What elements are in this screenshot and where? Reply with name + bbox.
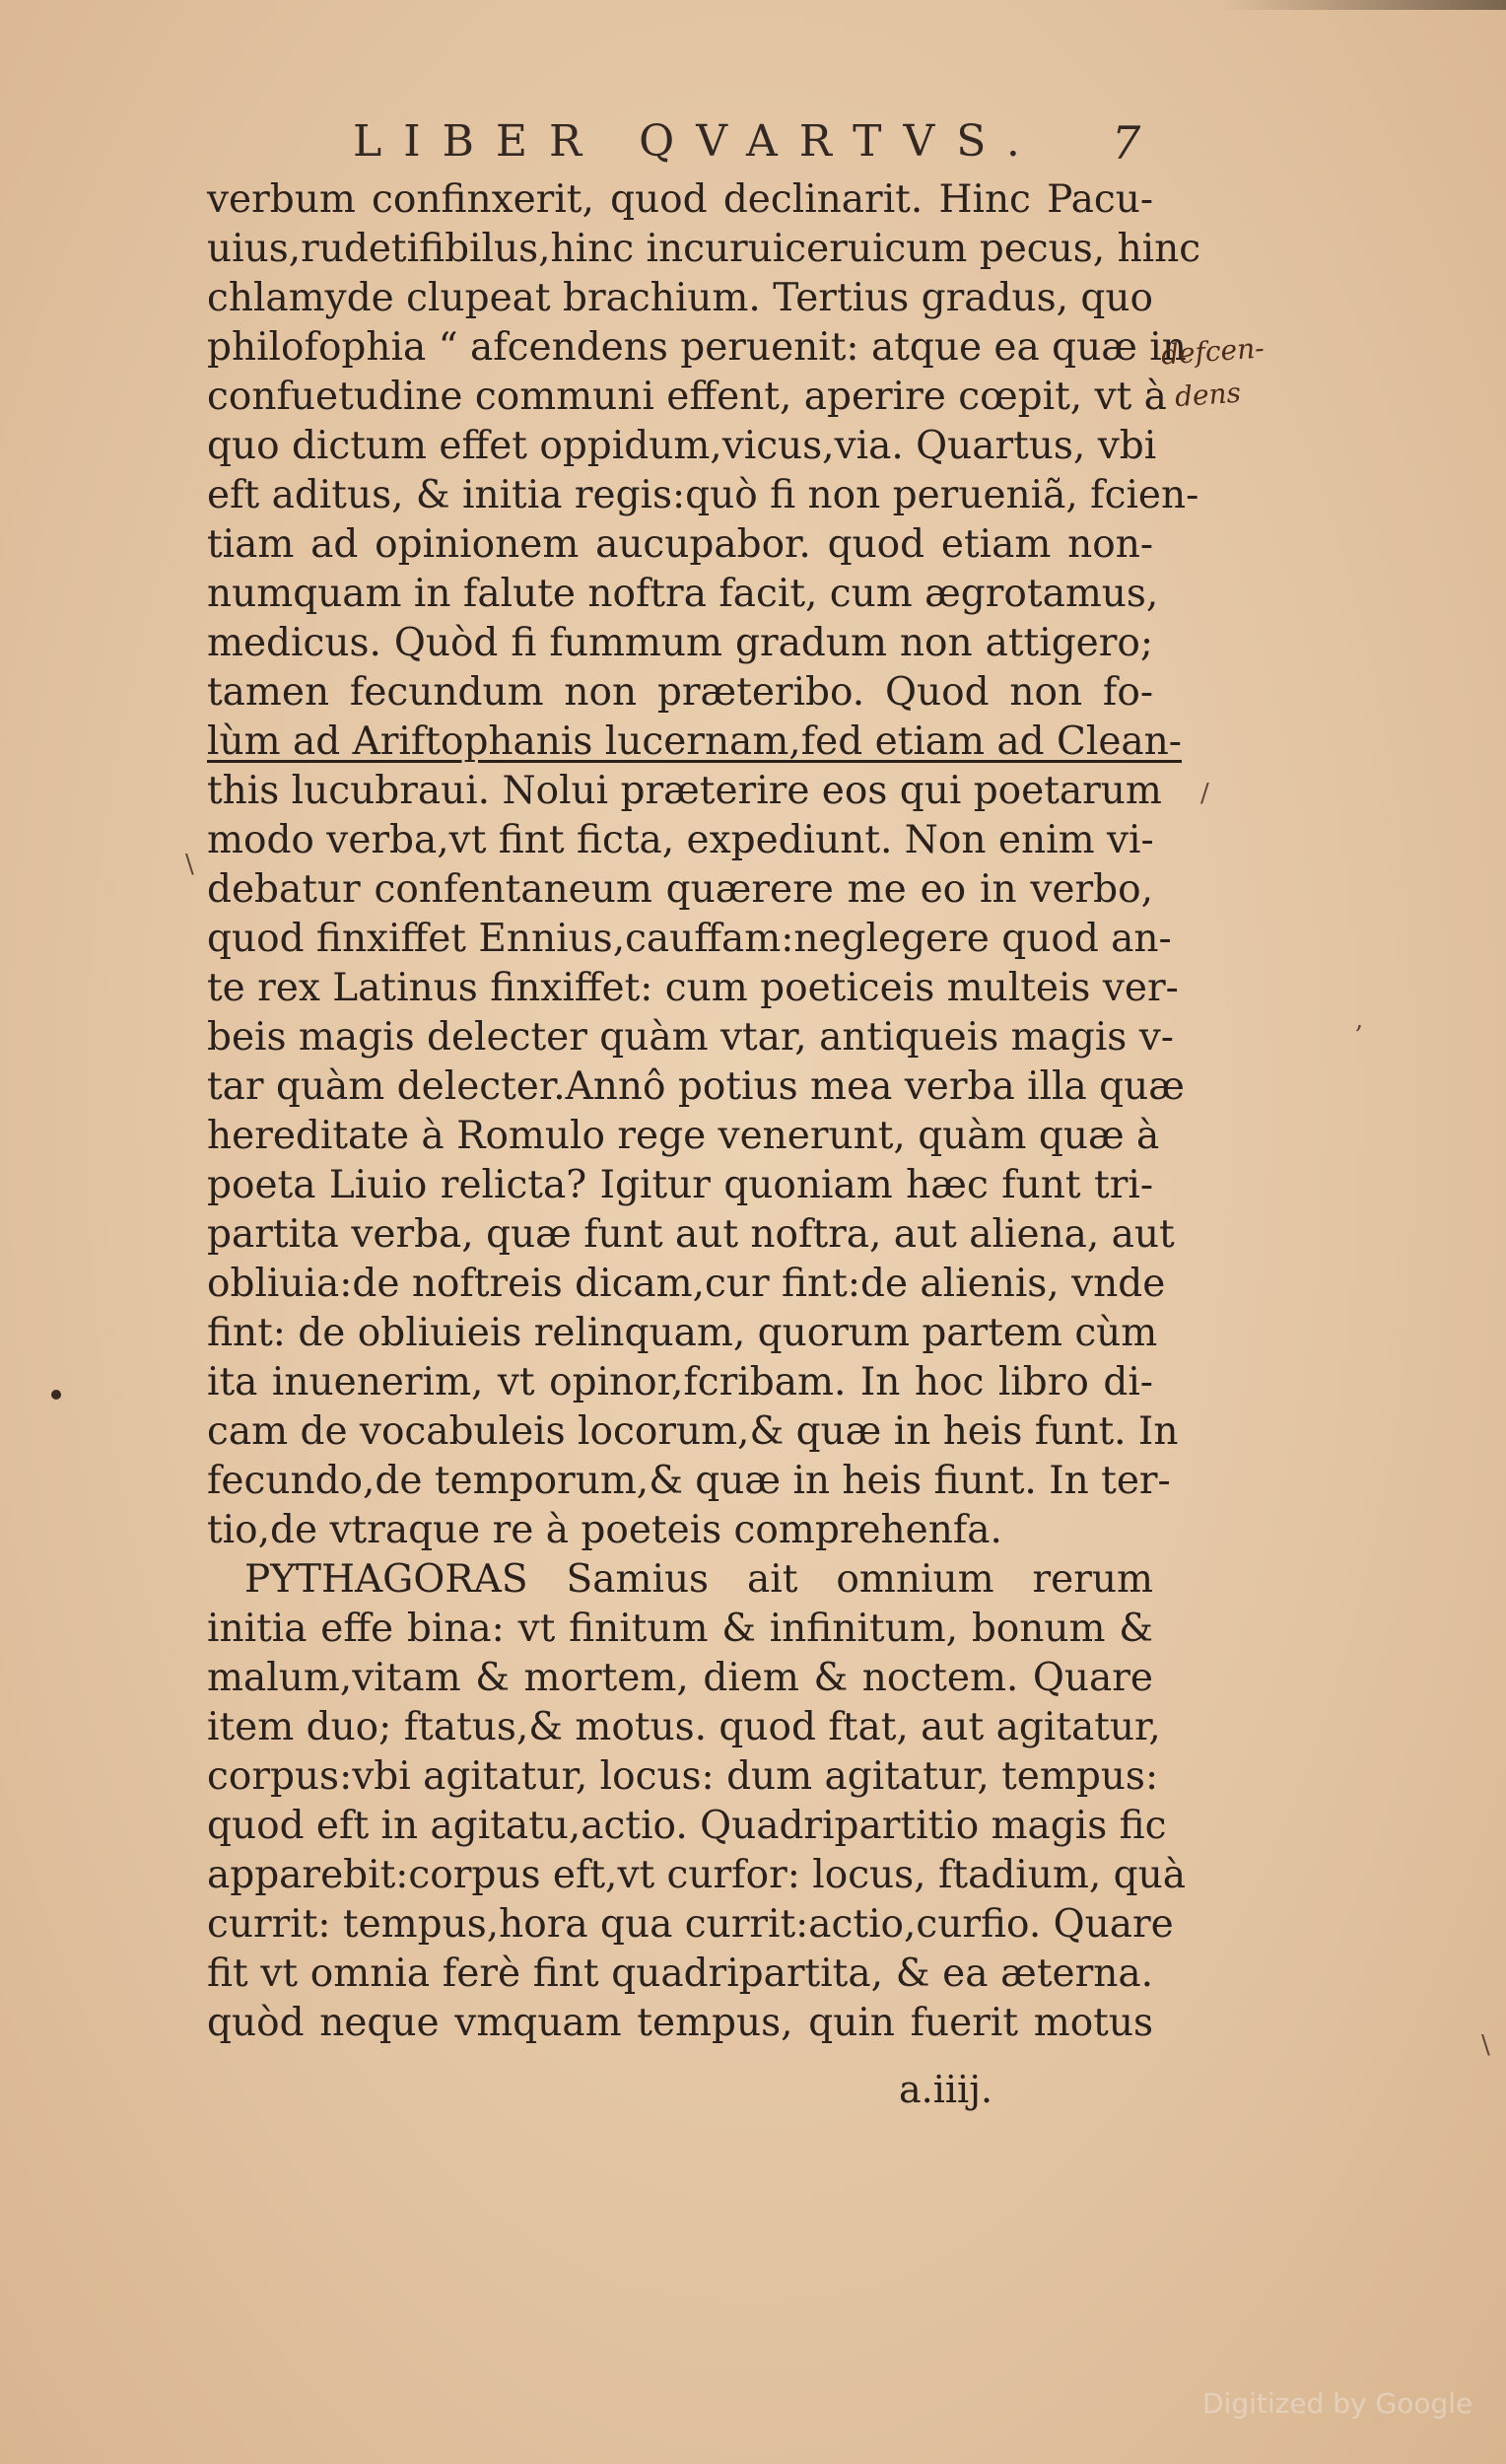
text-line: uius,rudetifibilus,hinc incuruiceruicum pecus, hinc [207, 227, 1201, 271]
marginal-note: defcen- [1159, 331, 1266, 372]
text-line: quod eft in agitatu,actio. Quadripartitio magis fic [207, 1804, 1167, 1848]
text-line: fint: de obliuieis relinquam, quorum partem cùm [207, 1311, 1158, 1355]
text-line: tamen fecundum non præteribo. Quod non fo- [207, 670, 1153, 715]
signature-mark: a.iiij. [899, 2068, 993, 2111]
text-line: te rex Latinus finxiffet: cum poeticeis multeis ver- [207, 966, 1179, 1010]
text-line: apparebit:corpus eft,vt curfor: locus, ftadium, quà [207, 1853, 1186, 1897]
text-line: tio,de vtraque re à poeteis comprehenfa. [207, 1508, 1002, 1552]
text-line: confuetudine communi effent, aperire cœpit, vt à [207, 375, 1167, 419]
body-text [207, 175, 1201, 2048]
text-line: corpus:vbi agitatur, locus: dum agitatur, tempus: [207, 1754, 1159, 1799]
text-line: verbum confinxerit, quod declinarit. Hinc Pacu- [207, 177, 1153, 222]
text-line: tar quàm delecter.Annô potius mea verba illa quæ [207, 1064, 1185, 1109]
ink-dot [51, 1390, 61, 1400]
text-line: poeta Liuio relicta? Igitur quoniam hæc funt tri- [207, 1163, 1153, 1207]
text-line: item duo; ftatus,& motus. quod ftat, aut agitatur, [207, 1705, 1161, 1749]
text-line: ita inuenerim, vt opinor,fcribam. In hoc libro di- [207, 1360, 1153, 1404]
page-number: 7 [1112, 116, 1141, 170]
text-line-underlined: lùm ad Ariftophanis lucernam,fed etiam ad Clean- [207, 719, 1182, 764]
margin-tick-mark: \ [185, 850, 194, 879]
margin-tick-mark: / [1200, 779, 1209, 808]
text-line: chlamyde clupeat brachium. Tertius gradus, quo [207, 276, 1153, 320]
text-line: quòd neque vmquam tempus, quin fuerit motus [207, 2001, 1153, 2045]
text-line: beis magis delecter quàm vtar, antiqueis magis v- [207, 1015, 1174, 1060]
section-opening-line: PYTHAGORAS Samius ait omnium rerum [244, 1557, 1153, 1602]
marginal-note: dens [1173, 376, 1242, 414]
page-edge-shadow [1222, 0, 1506, 10]
text-line: modo verba,vt fint ficta, expediunt. Non enim vi- [207, 818, 1154, 862]
text-line: medicus. Quòd fi fummum gradum non attigero; [207, 621, 1153, 665]
text-line: tiam ad opinionem aucupabor. quod etiam non- [207, 522, 1153, 567]
margin-tick-mark: \ [1481, 2030, 1490, 2060]
text-line: philofophia “ afcendens peruenit: atque ea quæ in [207, 325, 1187, 370]
text-line: malum,vitam & mortem, diem & noctem. Quare [207, 1656, 1153, 1700]
text-line: hereditate à Romulo rege venerunt, quàm quæ à [207, 1114, 1160, 1158]
text-line: initia effe bina: vt finitum & infinitum, bonum & [207, 1607, 1153, 1651]
running-head: LIBER QVARTVS. [353, 116, 1042, 167]
text-line: fit vt omnia ferè fint quadripartita, & ea æterna. [207, 1951, 1153, 1996]
text-line: currit: tempus,hora qua currit:actio,curfio. Quare [207, 1902, 1174, 1947]
digitization-watermark: Digitized by Google [1202, 2387, 1473, 2420]
text-line: numquam in falute noftra facit, cum ægrotamus, [207, 572, 1159, 616]
text-line: obliuia:de noftreis dicam,cur fint:de alienis, vnde [207, 1262, 1166, 1306]
text-line: quo dictum effet oppidum,vicus,via. Quartus, vbi [207, 424, 1157, 468]
text-line: quod finxiffet Ennius,cauffam:neglegere quod an- [207, 917, 1172, 961]
text-line: this lucubraui. Nolui præterire eos qui poetarum [207, 769, 1162, 813]
text-line: partita verba, quæ funt aut noftra, aut aliena, aut [207, 1212, 1175, 1257]
text-line: debatur confentaneum quærere me eo in verbo, [207, 867, 1153, 912]
text-line: fecundo,de temporum,& quæ in heis fiunt. In ter- [207, 1459, 1171, 1503]
margin-tick-mark: , [1355, 1005, 1364, 1035]
text-line: eft aditus, & initia regis:quò fi non perueniã, fcien- [207, 473, 1199, 517]
text-line: cam de vocabuleis locorum,& quæ in heis funt. In [207, 1409, 1179, 1454]
